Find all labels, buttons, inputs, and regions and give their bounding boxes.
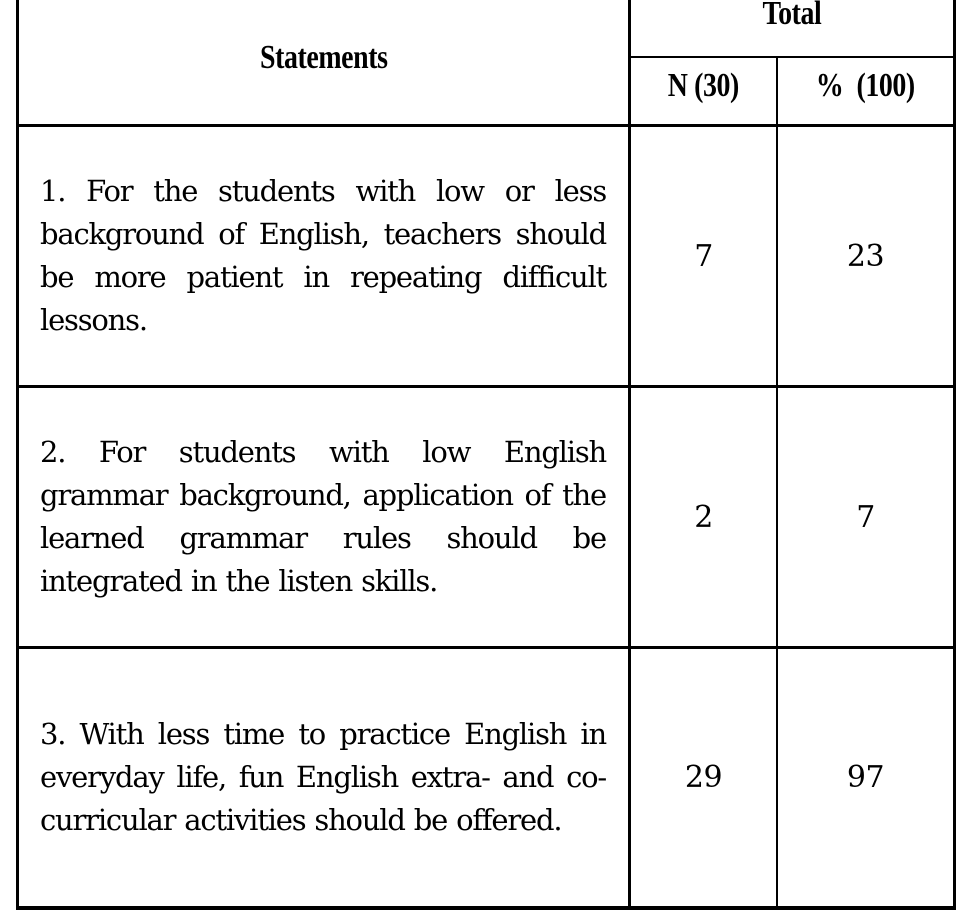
header-n-label: N (30) <box>667 67 740 104</box>
percent-value: 23 <box>846 238 885 274</box>
table-row-1-statement <box>19 127 628 385</box>
percent-value: 7 <box>856 499 875 535</box>
statement-text: 3. With less time to practice English in everyday life, fun English extra- and co-curricular activities should be offered. <box>40 717 606 837</box>
table-row-3-percent <box>778 649 953 906</box>
header-n <box>631 58 776 124</box>
border-right <box>953 0 956 910</box>
table-row-2-n <box>631 388 776 646</box>
n-value: 7 <box>694 238 713 274</box>
table-row-2-statement <box>19 388 628 646</box>
survey-table <box>16 0 956 910</box>
statement-text: 1. For the students with low or less background of English, teachers should be more patient in repeating difficult lessons. <box>40 174 606 337</box>
table-row-3-n <box>631 649 776 906</box>
header-percent-label: % (100) <box>816 67 915 104</box>
header-total <box>631 0 953 56</box>
header-statements <box>19 0 628 124</box>
n-value: 2 <box>694 499 713 535</box>
header-statements-label: Statements <box>259 39 388 76</box>
table-row-1-n <box>631 127 776 385</box>
header-total-label: Total <box>762 0 822 32</box>
table-row-3-statement <box>19 649 628 906</box>
header-percent <box>778 58 953 124</box>
table-row-2-percent <box>778 388 953 646</box>
border-bottom <box>16 906 956 910</box>
statement-text: 2. For students with low English grammar background, application of the learned grammar rules should be integrated in the listen skills. <box>40 435 606 598</box>
percent-value: 97 <box>846 760 885 795</box>
table-row-1-percent <box>778 127 953 385</box>
n-value: 29 <box>684 760 723 795</box>
